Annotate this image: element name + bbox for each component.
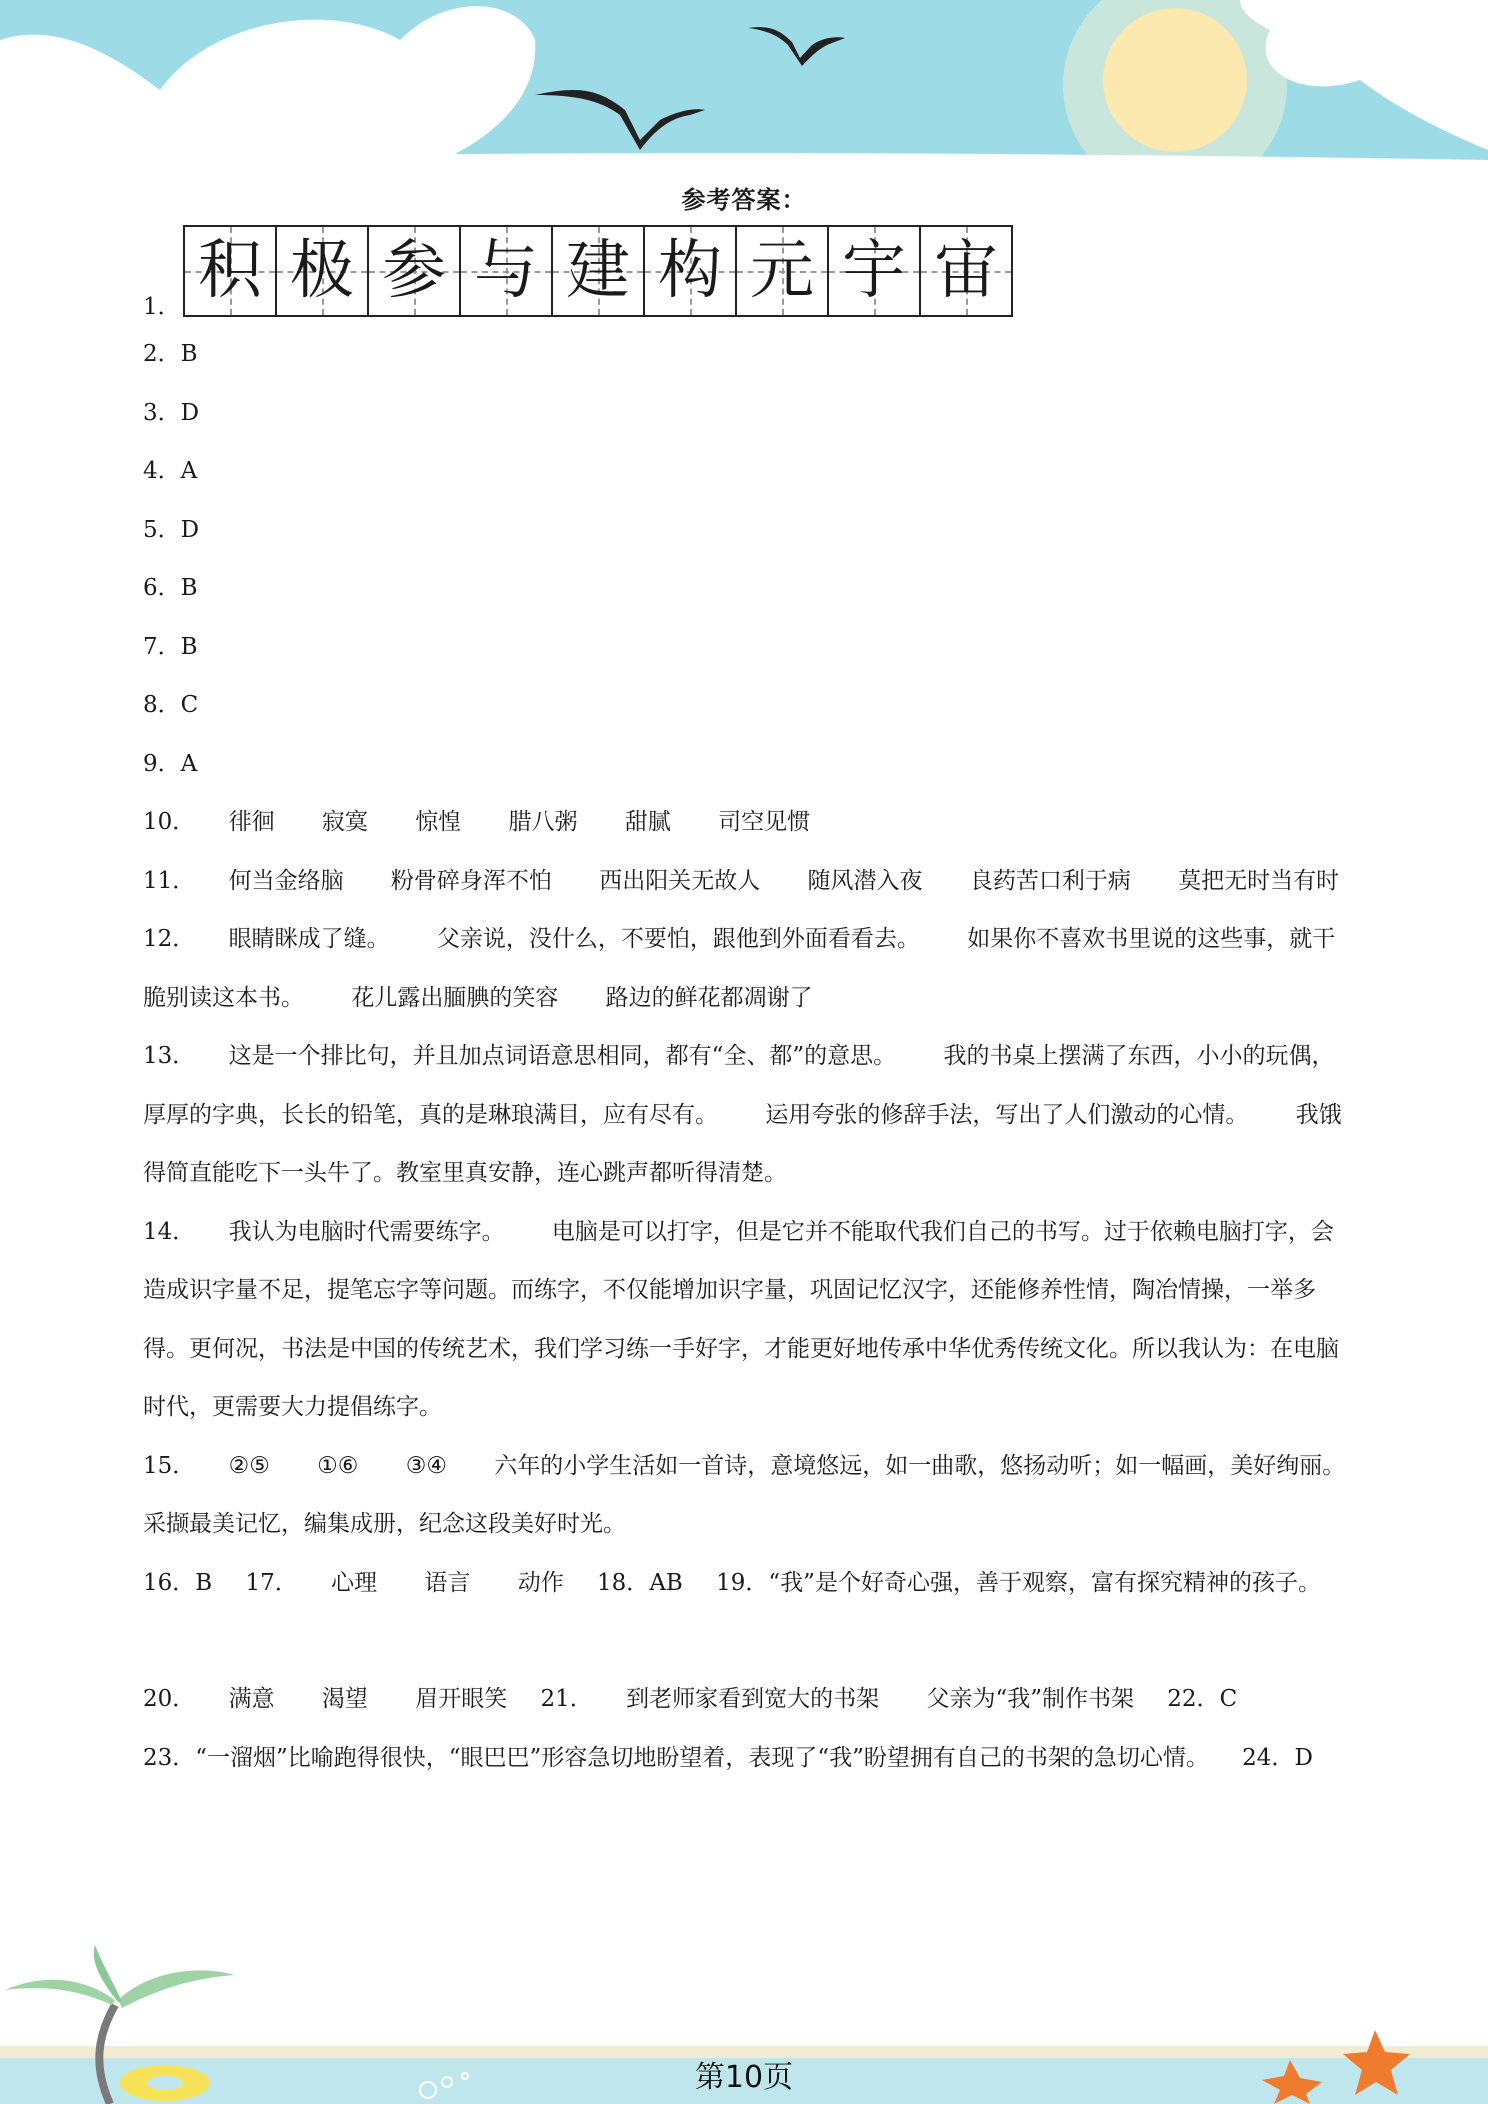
grid-cell: 积 bbox=[185, 227, 277, 315]
grid-cell: 参 bbox=[369, 227, 461, 315]
grid-cell: 与 bbox=[461, 227, 553, 315]
character-grid bbox=[183, 225, 1013, 317]
grid-cell: 构 bbox=[645, 227, 737, 315]
grid-cell: 元 bbox=[737, 227, 829, 315]
page-number: 第10页 bbox=[694, 2060, 794, 2095]
palm-leaf-icon bbox=[5, 1980, 115, 2005]
answer-13: 13． 这是一个排比句，并且加点词语意思相同，都有“全、都”的意思。 我的书桌上摆满了东西，小小的玩偶，厚厚的字典，长长的铅笔，真的是琳琅满目，应有尽有。 运用夸张的修辞手法，写出了人们激动的心情。 我饿得简直能吃下一头牛了。教室里真安静，连心跳声都听得清楚。 bbox=[143, 1043, 1342, 1186]
sun-icon bbox=[1103, 8, 1247, 152]
answer-3: 3．D bbox=[143, 399, 200, 426]
answer-2: 2．B bbox=[143, 341, 198, 367]
answer-6: 6．B bbox=[143, 575, 198, 601]
grid-cell: 极 bbox=[277, 227, 369, 315]
header-banner bbox=[0, 0, 1488, 170]
answer-16-19: 16．B 17． 心理 语言 动作 18．AB 19．“我”是个好奇心强，善于观察，富有探究精神的孩子。 bbox=[143, 1569, 1321, 1596]
answer-list bbox=[143, 225, 1348, 1787]
answer-9: 9．A bbox=[143, 750, 198, 777]
answer-7: 7．B bbox=[143, 633, 198, 660]
answer-1 bbox=[143, 225, 1348, 325]
answer-11: 11． 何当金络脑 粉骨碎身浑不怕 西出阳关无故人 随风潜入夜 良药苦口利于病 莫把无时当有时 bbox=[143, 867, 1340, 894]
answer-5: 5．D bbox=[143, 516, 200, 543]
grid-cell: 建 bbox=[553, 227, 645, 315]
answer-12: 12． 眼睛眯成了缝。 父亲说，没什么，不要怕，跟他到外面看看去。 如果你不喜欢书里说的这些事，就干脆别读这本书。 花儿露出腼腆的笑容 路边的鲜花都凋谢了 bbox=[143, 926, 1336, 1011]
answer-8: 8．C bbox=[143, 692, 199, 718]
answer-14: 14． 我认为电脑时代需要练字。 电脑是可以打字，但是它并不能取代我们自己的书写。过于依赖电脑打字，会造成识字量不足，提笔忘字等问题。而练字，不仅能增加识字量，巩固记忆汉字，还能修养性情，陶冶情操，一举多得。更何况，书法是中国的传统艺术，我们学习练一手好字，才能更好地传承中华优秀传统文化。所以我认为：在电脑时代，更需要大力提倡练字。 bbox=[143, 1218, 1339, 1420]
answer-4: 4．A bbox=[143, 458, 198, 484]
answer-10: 10． 徘徊 寂寞 惊惶 腊八粥 甜腻 司空见惯 bbox=[143, 809, 811, 835]
page-title: 参考答案： bbox=[681, 185, 807, 214]
answer-20-24: 20． 满意 渴望 眉开眼笑 21． 到老师家看到宽大的书架 父亲为“我”制作书架 22．C 23．“一溜烟”比喻跑得很快，“眼巴巴”形容急切地盼望着，表现了“我”盼望拥有自己的书架的急切心情。 24．D bbox=[143, 1686, 1313, 1771]
palm-leaf-icon bbox=[118, 1970, 235, 2008]
grid-cell: 宙 bbox=[921, 227, 1011, 315]
grid-cell: 宇 bbox=[829, 227, 921, 315]
answer-15: 15． ②⑤ ①⑥ ③④ 六年的小学生活如一首诗，意境悠远，如一曲歌，悠扬动听；如一幅画，美好绚丽。采撷最美记忆，编集成册，纪念这段美好时光。 bbox=[143, 1452, 1346, 1537]
question-number: 1． bbox=[143, 294, 181, 320]
